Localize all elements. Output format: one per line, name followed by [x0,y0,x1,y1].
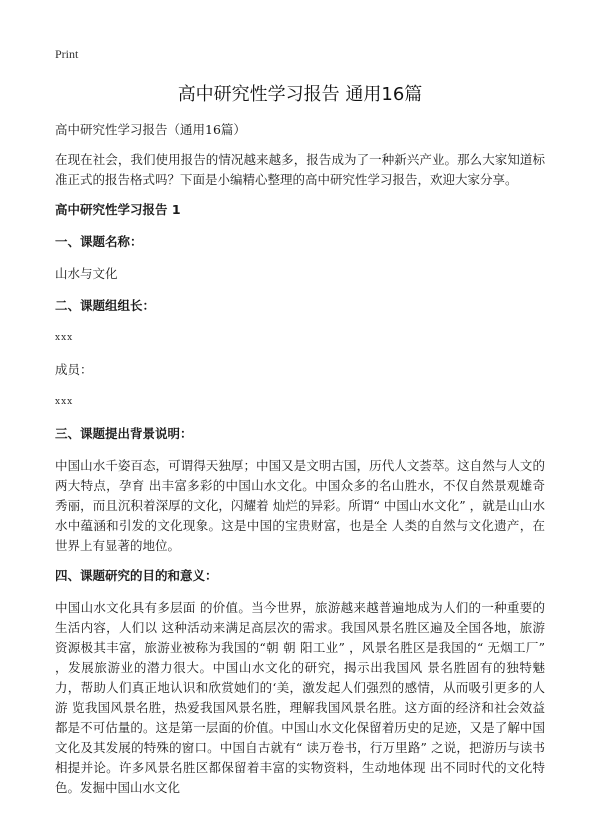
document-subtitle: 高中研究性学习报告（通用16篇） [55,122,246,137]
heading-background: 三、课题提出背景说明： [55,426,193,441]
members-label: 成员： [55,362,93,377]
heading-leader: 二、课题组组长： [55,298,156,313]
leader-name: xxx [55,333,74,343]
print-label[interactable]: Print [55,47,79,61]
topic-name: 山水与文化 [55,266,118,281]
section-title: 高中研究性学习报告 1 [55,202,181,217]
intro-paragraph: 在现在社会，我们使用报告的情况越来越多，报告成为了一种新兴产业。那么大家知道标准正式的报告格式吗？下面是小编精心整理的高中研究性学习报告，欢迎大家分享。 [55,152,545,187]
document-title: 高中研究性学习报告 通用16篇 [177,84,423,105]
heading-purpose: 四、课题研究的目的和意义： [55,568,218,583]
document-body [55,120,545,798]
heading-topic: 一、课题名称： [55,234,143,249]
purpose-paragraph: 中国山水文化具有多层面 的价值。当今世界，旅游越来越普遍地成为人们的一种重要的生活内容，人们以 这种活动来满足高层次的需求。我国风景名胜区遍及全国各地，旅游资源极其丰富，旅游业被称为我国的“朝 朝 阳工业” ，风景名胜区是我国的“ 无烟工厂” ，发展旅游业的潜力很大。中国山水文化的研究，揭示出我国风 景名胜固有的独特魅力，帮助人们真正地认识和欣赏她们的‘美，激发起人们强烈的感情，从而吸引更多的人游 览我国风景名胜，热爱我国风景名胜，理解我国风景名胜。这方面的经济和社会效益都是不可估量的。这是第一层面的价值。中国山水文化保留着历史的足迹，又是了解中国文化及其发展的特殊的窗口。中国自古就有“ 读万卷书，行万里路” 之说，把游历与读书相提并论。许多风景名胜区都保留着丰富的实物资料，生动地体现 出不同时代的文化特色。发掘中国山水文化 [55,600,545,795]
members-names: xxx [55,397,74,407]
background-paragraph: 中国山水千姿百态，可谓得天独厚；中国又是文明古国，历代人文荟萃。这自然与人文的两大特点，孕育 出丰富多彩的中国山水文化。中国众多的名山胜水，不仅自然景观雄奇秀丽，而且沉积着深厚的文化，闪耀着 灿烂的异彩。所谓“ 中国山水文化” ，就是山山水水中蕴涵和引发的文化现象。这是中国的宝贵财富，也是全 人类的自然与文化遗产，在世界上有显著的地位。 [55,458,545,553]
